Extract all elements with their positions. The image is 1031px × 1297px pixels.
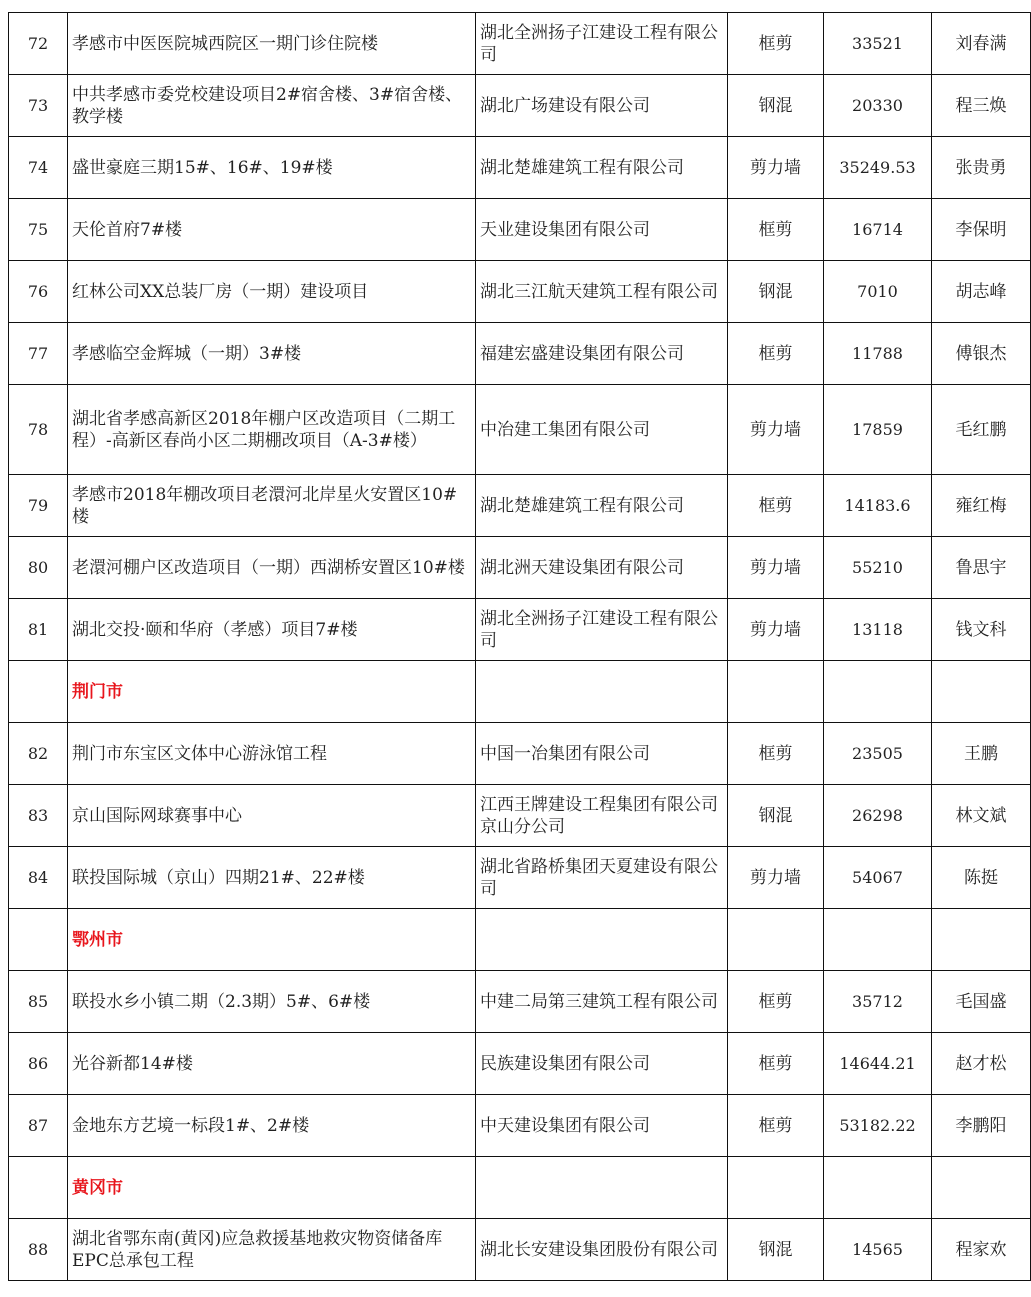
project-table bbox=[8, 12, 1031, 1281]
row-number: 73 bbox=[9, 75, 68, 137]
company-name: 湖北三江航天建筑工程有限公司 bbox=[476, 261, 728, 323]
table-row bbox=[9, 137, 1031, 199]
responsible-person: 傅银杰 bbox=[932, 323, 1031, 385]
responsible-person: 雍红梅 bbox=[932, 475, 1031, 537]
building-area: 23505 bbox=[824, 723, 932, 785]
responsible-person: 李保明 bbox=[932, 199, 1031, 261]
building-area: 33521 bbox=[824, 13, 932, 75]
responsible-person: 胡志峰 bbox=[932, 261, 1031, 323]
row-number: 76 bbox=[9, 261, 68, 323]
table-body bbox=[9, 13, 1031, 1281]
row-number: 74 bbox=[9, 137, 68, 199]
structure-type: 钢混 bbox=[728, 785, 824, 847]
project-name: 光谷新都14#楼 bbox=[68, 1033, 476, 1095]
project-name: 天伦首府7#楼 bbox=[68, 199, 476, 261]
responsible-person: 陈挺 bbox=[932, 847, 1031, 909]
section-row bbox=[9, 661, 1031, 723]
building-area bbox=[824, 1157, 932, 1219]
table-row bbox=[9, 847, 1031, 909]
row-number: 80 bbox=[9, 537, 68, 599]
table-row bbox=[9, 75, 1031, 137]
building-area: 26298 bbox=[824, 785, 932, 847]
table-row bbox=[9, 723, 1031, 785]
building-area: 7010 bbox=[824, 261, 932, 323]
project-name: 京山国际网球赛事中心 bbox=[68, 785, 476, 847]
row-number bbox=[9, 909, 68, 971]
company-name: 湖北楚雄建筑工程有限公司 bbox=[476, 137, 728, 199]
structure-type: 框剪 bbox=[728, 13, 824, 75]
row-number: 81 bbox=[9, 599, 68, 661]
row-number: 85 bbox=[9, 971, 68, 1033]
structure-type: 剪力墙 bbox=[728, 385, 824, 475]
structure-type: 框剪 bbox=[728, 971, 824, 1033]
city-section-label: 鄂州市 bbox=[68, 909, 476, 971]
table-row bbox=[9, 1033, 1031, 1095]
project-name: 联投国际城（京山）四期21#、22#楼 bbox=[68, 847, 476, 909]
company-name: 福建宏盛建设集团有限公司 bbox=[476, 323, 728, 385]
project-name: 孝感临空金辉城（一期）3#楼 bbox=[68, 323, 476, 385]
table-row bbox=[9, 475, 1031, 537]
table-row bbox=[9, 199, 1031, 261]
project-name: 孝感市中医医院城西院区一期门诊住院楼 bbox=[68, 13, 476, 75]
project-name: 红林公司XX总装厂房（一期）建设项目 bbox=[68, 261, 476, 323]
building-area bbox=[824, 661, 932, 723]
project-name: 联投水乡小镇二期（2.3期）5#、6#楼 bbox=[68, 971, 476, 1033]
company-name bbox=[476, 661, 728, 723]
row-number: 88 bbox=[9, 1219, 68, 1281]
section-row bbox=[9, 909, 1031, 971]
building-area: 13118 bbox=[824, 599, 932, 661]
table-row bbox=[9, 1095, 1031, 1157]
row-number: 77 bbox=[9, 323, 68, 385]
company-name: 湖北洲天建设集团有限公司 bbox=[476, 537, 728, 599]
structure-type: 框剪 bbox=[728, 1095, 824, 1157]
building-area: 11788 bbox=[824, 323, 932, 385]
project-name: 湖北省鄂东南(黄冈)应急救援基地救灾物资储备库EPC总承包工程 bbox=[68, 1219, 476, 1281]
row-number: 72 bbox=[9, 13, 68, 75]
building-area: 14565 bbox=[824, 1219, 932, 1281]
building-area: 54067 bbox=[824, 847, 932, 909]
structure-type: 框剪 bbox=[728, 199, 824, 261]
company-name: 湖北长安建设集团股份有限公司 bbox=[476, 1219, 728, 1281]
company-name: 天业建设集团有限公司 bbox=[476, 199, 728, 261]
responsible-person bbox=[932, 1157, 1031, 1219]
building-area bbox=[824, 909, 932, 971]
responsible-person: 王鹏 bbox=[932, 723, 1031, 785]
company-name: 中国一冶集团有限公司 bbox=[476, 723, 728, 785]
responsible-person: 毛国盛 bbox=[932, 971, 1031, 1033]
responsible-person: 钱文科 bbox=[932, 599, 1031, 661]
responsible-person: 鲁思宇 bbox=[932, 537, 1031, 599]
structure-type: 钢混 bbox=[728, 261, 824, 323]
project-name: 老澴河棚户区改造项目（一期）西湖桥安置区10#楼 bbox=[68, 537, 476, 599]
table-row bbox=[9, 385, 1031, 475]
company-name: 湖北全洲扬子江建设工程有限公司 bbox=[476, 599, 728, 661]
row-number: 87 bbox=[9, 1095, 68, 1157]
row-number bbox=[9, 1157, 68, 1219]
responsible-person: 林文斌 bbox=[932, 785, 1031, 847]
company-name: 湖北广场建设有限公司 bbox=[476, 75, 728, 137]
row-number: 82 bbox=[9, 723, 68, 785]
building-area: 17859 bbox=[824, 385, 932, 475]
company-name: 江西王牌建设工程集团有限公司京山分公司 bbox=[476, 785, 728, 847]
company-name: 湖北省路桥集团天夏建设有限公司 bbox=[476, 847, 728, 909]
table-row bbox=[9, 599, 1031, 661]
building-area: 35249.53 bbox=[824, 137, 932, 199]
building-area: 14644.21 bbox=[824, 1033, 932, 1095]
structure-type: 剪力墙 bbox=[728, 599, 824, 661]
company-name: 中天建设集团有限公司 bbox=[476, 1095, 728, 1157]
responsible-person: 张贵勇 bbox=[932, 137, 1031, 199]
project-name: 荆门市东宝区文体中心游泳馆工程 bbox=[68, 723, 476, 785]
responsible-person: 程三焕 bbox=[932, 75, 1031, 137]
responsible-person bbox=[932, 661, 1031, 723]
company-name: 湖北全洲扬子江建设工程有限公司 bbox=[476, 13, 728, 75]
responsible-person: 刘春满 bbox=[932, 13, 1031, 75]
row-number: 84 bbox=[9, 847, 68, 909]
building-area: 16714 bbox=[824, 199, 932, 261]
project-name: 湖北省孝感高新区2018年棚户区改造项目（二期工程）-高新区春尚小区二期棚改项目（A-3#楼） bbox=[68, 385, 476, 475]
company-name: 民族建设集团有限公司 bbox=[476, 1033, 728, 1095]
row-number: 75 bbox=[9, 199, 68, 261]
project-name: 孝感市2018年棚改项目老澴河北岸星火安置区10#楼 bbox=[68, 475, 476, 537]
responsible-person: 赵才松 bbox=[932, 1033, 1031, 1095]
structure-type bbox=[728, 1157, 824, 1219]
row-number: 86 bbox=[9, 1033, 68, 1095]
building-area: 14183.6 bbox=[824, 475, 932, 537]
table-row bbox=[9, 261, 1031, 323]
structure-type: 框剪 bbox=[728, 723, 824, 785]
city-section-label: 荆门市 bbox=[68, 661, 476, 723]
table-row bbox=[9, 323, 1031, 385]
structure-type: 框剪 bbox=[728, 323, 824, 385]
row-number bbox=[9, 661, 68, 723]
responsible-person: 毛红鹏 bbox=[932, 385, 1031, 475]
company-name: 中建二局第三建筑工程有限公司 bbox=[476, 971, 728, 1033]
structure-type: 框剪 bbox=[728, 475, 824, 537]
table-row bbox=[9, 971, 1031, 1033]
project-name: 湖北交投·颐和华府（孝感）项目7#楼 bbox=[68, 599, 476, 661]
table-row bbox=[9, 785, 1031, 847]
structure-type bbox=[728, 661, 824, 723]
responsible-person: 程家欢 bbox=[932, 1219, 1031, 1281]
responsible-person bbox=[932, 909, 1031, 971]
company-name bbox=[476, 909, 728, 971]
company-name: 湖北楚雄建筑工程有限公司 bbox=[476, 475, 728, 537]
structure-type: 框剪 bbox=[728, 1033, 824, 1095]
project-name: 金地东方艺境一标段1#、2#楼 bbox=[68, 1095, 476, 1157]
company-name: 中冶建工集团有限公司 bbox=[476, 385, 728, 475]
building-area: 35712 bbox=[824, 971, 932, 1033]
table-row bbox=[9, 1219, 1031, 1281]
project-name: 中共孝感市委党校建设项目2#宿舍楼、3#宿舍楼、教学楼 bbox=[68, 75, 476, 137]
project-name: 盛世豪庭三期15#、16#、19#楼 bbox=[68, 137, 476, 199]
structure-type: 钢混 bbox=[728, 1219, 824, 1281]
structure-type bbox=[728, 909, 824, 971]
building-area: 55210 bbox=[824, 537, 932, 599]
structure-type: 剪力墙 bbox=[728, 847, 824, 909]
section-row bbox=[9, 1157, 1031, 1219]
structure-type: 剪力墙 bbox=[728, 537, 824, 599]
building-area: 20330 bbox=[824, 75, 932, 137]
city-section-label: 黄冈市 bbox=[68, 1157, 476, 1219]
row-number: 78 bbox=[9, 385, 68, 475]
table-row bbox=[9, 13, 1031, 75]
structure-type: 钢混 bbox=[728, 75, 824, 137]
responsible-person: 李鹏阳 bbox=[932, 1095, 1031, 1157]
row-number: 83 bbox=[9, 785, 68, 847]
building-area: 53182.22 bbox=[824, 1095, 932, 1157]
company-name bbox=[476, 1157, 728, 1219]
table-row bbox=[9, 537, 1031, 599]
structure-type: 剪力墙 bbox=[728, 137, 824, 199]
row-number: 79 bbox=[9, 475, 68, 537]
